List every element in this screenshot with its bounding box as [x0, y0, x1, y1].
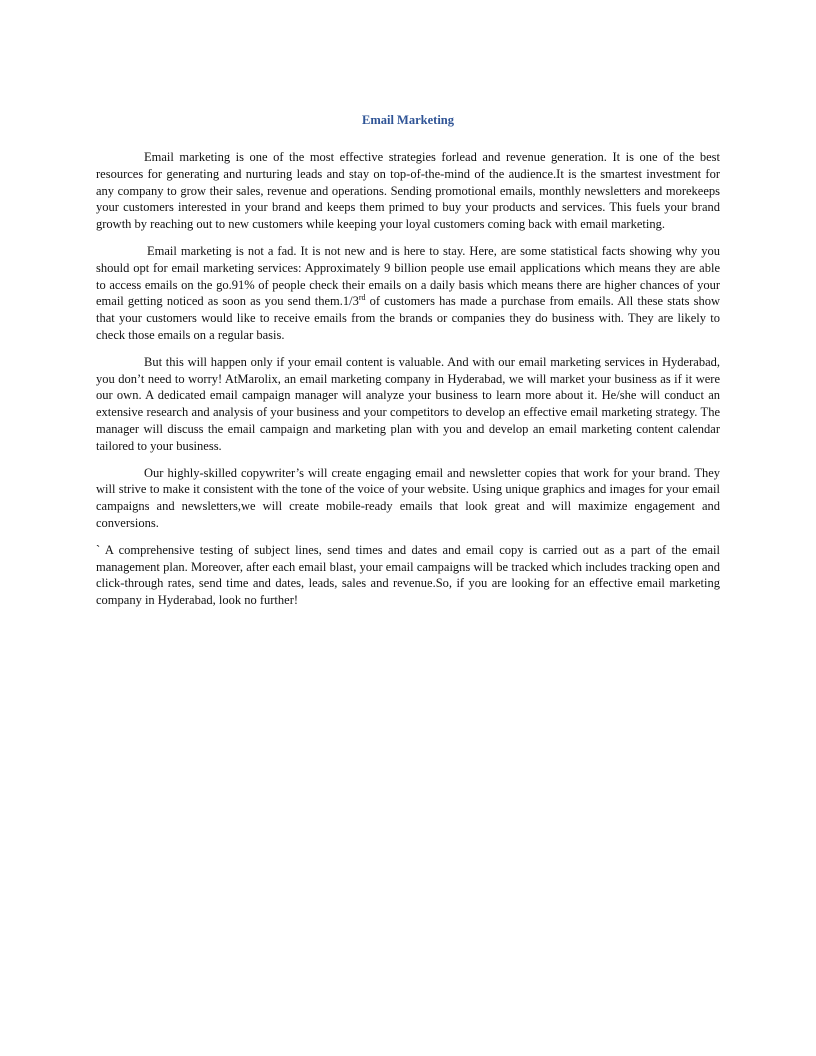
paragraph-testing: ` A comprehensive testing of subject lines, send times and dates and email copy is carried out as a part of the email management plan. Moreover, after each email blast, your email campaigns will be tracked which includes tracking open and click-through rates, send time and dates, leads, sales and revenue.So, if you are looking for an effective email marketing company in Hyderabad, look no further! — [96, 542, 720, 608]
document-page — [96, 0, 720, 609]
paragraph-statistics — [96, 243, 720, 344]
paragraph-statistics-text-after: of customers has made a purchase from emails. All these stats show that your customers would like to receive emails from the brands or companies they do business with. They are likely to check those emails on a regular basis. — [96, 294, 720, 342]
document-title: Email Marketing — [361, 113, 454, 127]
paragraph-services: But this will happen only if your email content is valuable. And with our email marketing services in Hyderabad, you don’t need to worry! AtMarolix, an email marketing company in Hyderabad, we will market your business as if it were our own. A dedicated email campaign manager will analyze your business to learn more about it. He/she will conduct an extensive research and analysis of your business and your competitors to develop an effective email marketing strategy. The manager will discuss the email campaign and marketing plan with you and develop an email marketing content calendar tailored to your business. — [96, 354, 720, 453]
ordinal-superscript: rd — [358, 293, 366, 303]
paragraph-statistics-text-before: Email marketing is not a fad. It is not new and is here to stay. Here, are some statistical facts showing why you should opt for email marketing services: Approximately 9 billion people use email applications which means they are able to access emails on the go.91% of people check their emails on a daily basis which means there are higher chances of your email getting noticed as soon as you send them.1/3 — [96, 243, 720, 309]
paragraph-intro: Email marketing is one of the most effective strategies forlead and revenue generation. It is one of the best resources for generating and nurturing leads and stay on top-of-the-mind of the audience.It is the smartest investment for any company to grow their sales, revenue and operations. Sending promotional emails, monthly newsletters and morekeeps your customers interested in your brand and keeps them primed to buy your products and services. This fuels your brand growth by reaching out to new customers while keeping your loyal customers coming back with email marketing. — [96, 150, 720, 232]
paragraph-copywriters: Our highly-skilled copywriter’s will create engaging email and newsletter copies that work for your brand. They will strive to make it consistent with the tone of the voice of your website. Using unique graphics and images for your email campaigns and newsletters,we will create mobile-ready emails that look great and will maximize engagement and conversions. — [96, 465, 720, 530]
